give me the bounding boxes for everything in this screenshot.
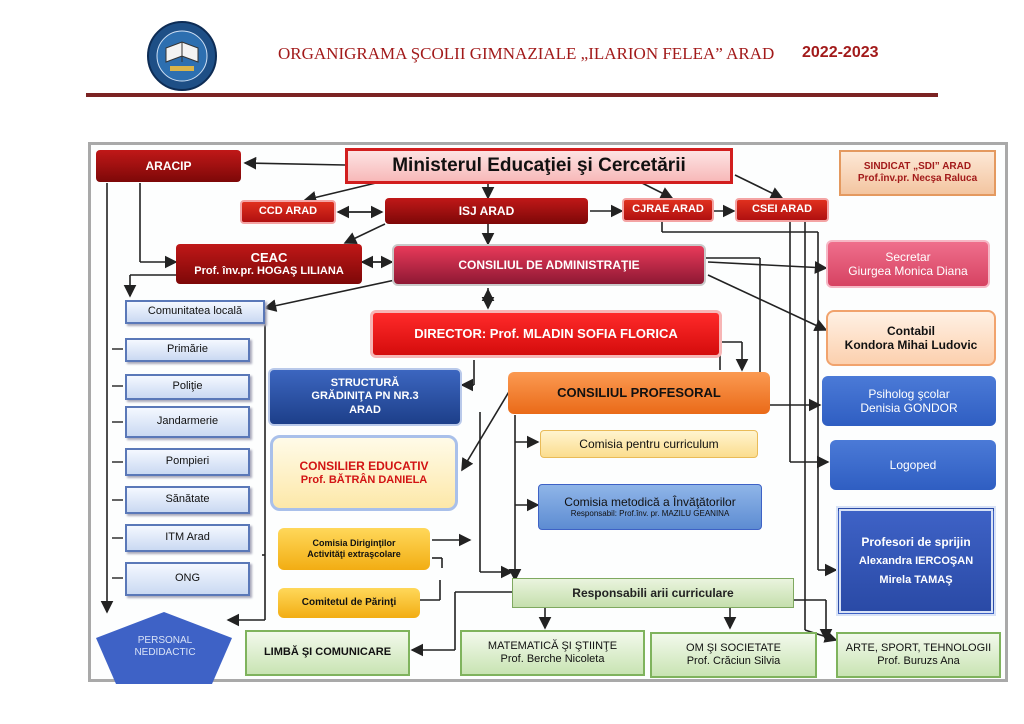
csei-label: CSEI ARAD [751, 203, 813, 216]
teachers-council-box [508, 372, 770, 414]
school-year: 2022-2023 [802, 44, 879, 61]
secretary-box [826, 240, 990, 288]
methodic-committee-title: Comisia metodică a Învăţătorilor [564, 495, 736, 509]
community-item-label: Sănătate [165, 493, 210, 506]
area-language-label: LIMBĂ ŞI COMUNICARE [263, 646, 392, 659]
parents-committee-label: Comitetul de Părinţi [301, 597, 397, 608]
page-title: ORGANIGRAMA ŞCOLII GIMNAZIALE „ILARION FELEA” ARAD [278, 44, 775, 63]
ministry-box [345, 148, 733, 184]
community-item [125, 406, 250, 438]
consilier-person: Prof. BĂTRÂN DANIELA [300, 473, 428, 486]
non-teaching-line1: PERSONAL [137, 635, 193, 646]
admin-council-label: CONSILIUL DE ADMINISTRAŢIE [458, 257, 640, 272]
sindicat-box [839, 150, 996, 196]
accountant-title: Contabil [887, 323, 935, 338]
director-label: DIRECTOR: Prof. MLADIN SOFIA FLORICA [414, 326, 678, 342]
community-item-label: Primărie [167, 343, 208, 356]
accountant-box [826, 310, 996, 366]
school-logo-icon [146, 20, 218, 92]
teachers-council-label: CONSILIUL PROFESORAL [557, 385, 721, 401]
community-item-label: ONG [174, 572, 201, 585]
methodic-committee-person: Responsabil: Prof.înv. pr. MAZILU GEANINA [570, 509, 730, 519]
ceac-title: CEAC [250, 249, 288, 265]
community-item [125, 448, 250, 476]
psychologist-title: Psiholog şcolar [868, 386, 950, 401]
psychologist-box [822, 376, 996, 426]
support-teachers-box [836, 506, 996, 616]
community-box [125, 300, 265, 324]
non-teaching-line2: NEDIDACTIC [134, 647, 196, 658]
ceac-person: Prof. înv.pr. HOGAŞ LILIANA [194, 265, 344, 278]
community-item [125, 562, 250, 596]
community-item [125, 338, 250, 362]
community-item-label: Jandarmerie [156, 415, 219, 428]
speech-therapist-box [830, 440, 996, 490]
community-item-label: Poliţie [172, 380, 203, 393]
community-label: Comunitatea locală [147, 305, 243, 318]
ccd-box [240, 200, 336, 224]
support-teachers-title: Profesori de sprijin [861, 534, 971, 549]
isj-box [385, 198, 588, 224]
community-item [125, 374, 250, 400]
secretary-title: Secretar [885, 249, 931, 264]
structura-line2: GRĂDINIŢA PN NR.3 [311, 390, 419, 403]
area-math-person: Prof. Berche Nicoleta [500, 653, 605, 665]
consilier-title: CONSILIER EDUCATIV [299, 459, 429, 474]
accountant-person: Kondora Mihai Ludovic [844, 338, 978, 352]
area-arts-box [836, 632, 1001, 678]
admin-council-box [392, 244, 706, 286]
sindicat-person: Prof.înv.pr. Necşa Raluca [857, 173, 978, 184]
curriculum-committee-label: Comisia pentru curriculum [579, 436, 719, 451]
cjrae-label: CJRAE ARAD [632, 203, 704, 216]
sindicat-title: SINDICAT „SDI” ARAD [863, 161, 972, 172]
psychologist-person: Denisia GONDOR [860, 401, 958, 415]
ceac-box [176, 244, 362, 284]
non-teaching-staff-label [120, 630, 210, 664]
community-item [125, 486, 250, 514]
csei-box [735, 198, 829, 222]
support-teacher-name: Mirela TAMAŞ [879, 574, 953, 587]
structura-box [268, 368, 462, 426]
area-math-box [460, 630, 645, 676]
area-math-title: MATEMATICĂ ŞI ŞTIINŢE [487, 639, 618, 652]
consilier-box [270, 435, 458, 511]
ministry-label: Ministerul Educaţiei şi Cercetării [392, 154, 686, 176]
community-item-label: ITM Arad [165, 531, 210, 544]
form-teachers-committee-box [278, 528, 430, 570]
community-item [125, 524, 250, 552]
support-teacher-name: Alexandra IERCOŞAN [858, 555, 974, 567]
parents-committee-box [278, 588, 420, 618]
curricular-areas-label: Responsabili arii curriculare [572, 585, 734, 600]
area-society-box [650, 632, 817, 678]
methodic-committee-box [538, 484, 762, 530]
speech-therapist-label: Logoped [889, 457, 937, 472]
structura-line1: STRUCTURĂ [330, 377, 400, 390]
structura-line3: ARAD [349, 403, 381, 416]
ccd-label: CCD ARAD [258, 205, 318, 218]
director-box [370, 310, 722, 358]
header-divider [86, 93, 938, 97]
isj-label: ISJ ARAD [458, 203, 515, 218]
aracip-label: ARACIP [145, 158, 192, 173]
aracip-box [96, 150, 241, 182]
area-language-box [245, 630, 410, 676]
form-teachers-line2: Activităţi extraşcolare [307, 549, 401, 559]
community-item-label: Pompieri [165, 455, 210, 468]
secretary-person: Giurgea Monica Diana [848, 264, 968, 278]
form-teachers-line1: Comisia Diriginţilor [312, 538, 396, 549]
area-arts-person: Prof. Buruzs Ana [877, 655, 960, 667]
curriculum-committee-box [540, 430, 758, 458]
area-arts-title: ARTE, SPORT, TEHNOLOGII [845, 641, 992, 654]
curricular-areas-box [512, 578, 794, 608]
cjrae-box [622, 198, 714, 222]
area-society-title: OM ŞI SOCIETATE [686, 641, 781, 654]
area-society-person: Prof. Crăciun Silvia [686, 655, 781, 667]
